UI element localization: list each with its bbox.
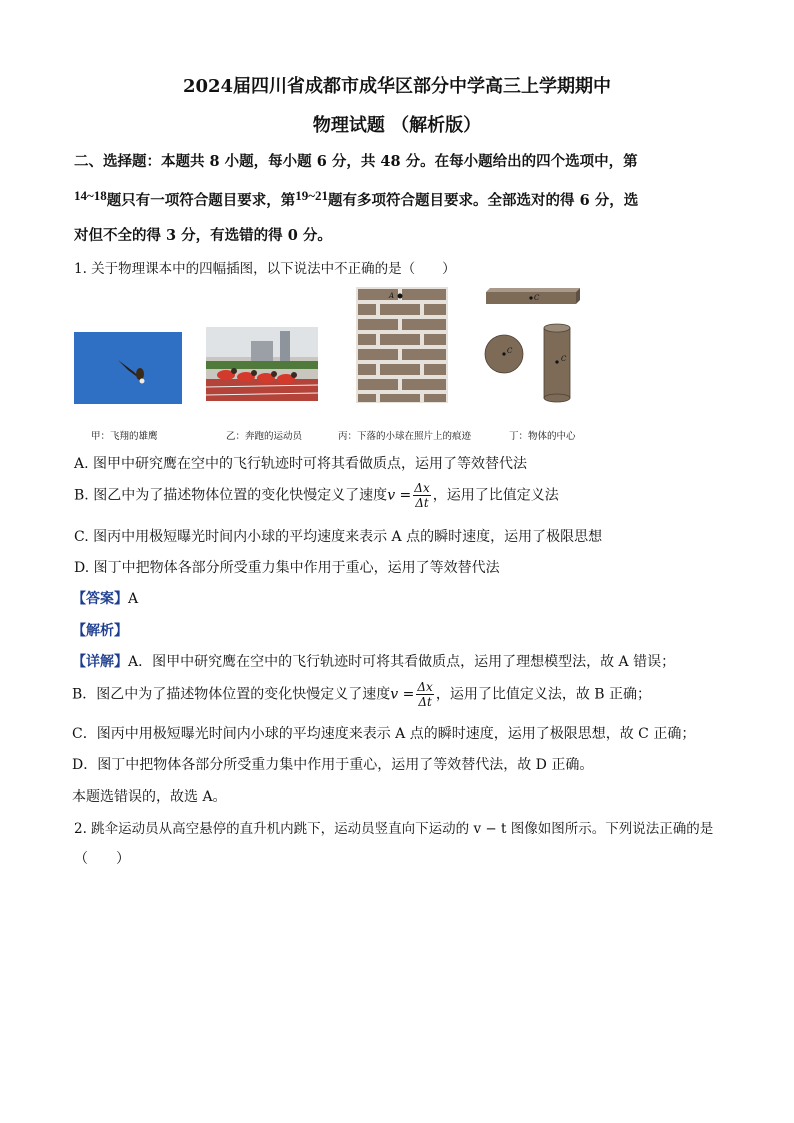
section-instruction-line1: 二、选择题：本题共 8 小题，每小题 6 分，共 48 分。在每小题给出的四个选项中，第 <box>74 153 638 170</box>
bar-top-face <box>486 288 580 292</box>
ball-trace-point <box>398 294 403 299</box>
answer-value: A <box>128 591 139 607</box>
question-2-brackets: （ ） <box>74 851 130 867</box>
detail-c: C．图丙中用极短曝光时间内小球的平均速度来表示 A 点的瞬时速度，运用了极限思想，故 C 正确； <box>72 726 696 742</box>
caption-runners: 乙：奔跑的运动员 <box>226 431 303 442</box>
option-b-suffix: ，运用了比值定义法 <box>432 487 559 504</box>
question-1-stem: 1. 关于物理课本中的四幅插图，以下说法中不正确的是（ ） <box>74 261 456 277</box>
trees <box>206 361 318 369</box>
bar-center-dot <box>529 296 532 299</box>
detail-tag: 【详解】 <box>72 654 128 670</box>
analysis-tag: 【解析】 <box>72 623 128 639</box>
figure-eagle-image <box>74 332 182 404</box>
document-subtitle: 物理试题 （解析版） <box>312 115 482 136</box>
detail-a: A．图甲中研究鹰在空中的飞行轨迹时可将其看做质点，运用了理想模型法，故 A 错误； <box>128 654 676 670</box>
range-tilde: ~ <box>87 188 94 203</box>
caption-center: 丁：物体的中心 <box>509 431 576 442</box>
disc-center-dot <box>502 352 505 355</box>
instruction-text: 题只有一项符合题目要求，第 <box>106 192 296 209</box>
caption-brick-wall: 丙：下落的小球在照片上的痕迹 <box>338 431 472 442</box>
tower <box>280 331 290 361</box>
range-tilde-2: ~ <box>308 188 316 203</box>
point-a-label: A <box>389 292 395 300</box>
instruction-text-2: 题有多项符合题目要求。全部选对的得 6 分，选 <box>328 192 639 209</box>
disc-center-label: C <box>507 347 513 355</box>
fraction-numerator: Δx <box>414 481 430 495</box>
eagle-body <box>136 368 144 380</box>
answer-tag: 【答案】 <box>72 591 128 607</box>
velocity-fraction-2 <box>416 680 433 709</box>
option-b-text: B. 图乙中为了描述物体位置的变化快慢定义了速度 <box>74 487 388 504</box>
caption-eagle: 甲：飞翔的雄鹰 <box>91 431 158 442</box>
cylinder-center-label: C <box>561 355 567 363</box>
answer-line <box>72 588 138 608</box>
detail-b-suffix: ，运用了比值定义法，故 B 正确； <box>435 686 652 703</box>
question-2-stem: 2. 跳伞运动员从高空悬停的直升机内跳下，运动员竖直向下运动的 v − t 图像如图所示。下列说法正确的是 <box>74 821 714 837</box>
bar-center-label: C <box>534 294 540 302</box>
option-b <box>74 481 559 510</box>
detail-b-text: B．图乙中为了描述物体位置的变化快慢定义了速度 <box>72 686 391 703</box>
question-range-end: 18 <box>93 188 107 203</box>
cylinder-center-dot <box>555 360 558 363</box>
eagle-head <box>140 379 145 384</box>
detail-a-line <box>72 651 675 671</box>
option-c: C. 图丙中用极短曝光时间内小球的平均速度来表示 A 点的瞬时速度，运用了极限思想 <box>74 529 603 545</box>
cylinder-bottom <box>544 394 570 402</box>
option-a: A. 图甲中研究鹰在空中的飞行轨迹时可将其看做质点，运用了等效替代法 <box>74 456 528 472</box>
conclusion: 本题选错误的，故选 A。 <box>72 789 227 805</box>
cylinder-top <box>544 324 570 332</box>
figure-center-of-objects-image <box>482 286 582 404</box>
section-instruction-line2 <box>74 189 638 210</box>
section-instruction-line3: 对但不全的得 3 分，有选错的得 0 分。 <box>74 227 332 244</box>
building <box>251 341 273 361</box>
question-range-start: 14 <box>74 188 87 203</box>
velocity-fraction <box>413 481 430 510</box>
fraction-numerator-2: Δx <box>417 680 433 694</box>
velocity-symbol-2: v = <box>390 686 415 703</box>
question-range-end-2: 21 <box>315 188 329 203</box>
question-range-start-2: 19 <box>295 188 309 203</box>
fraction-denominator: Δt <box>415 496 429 510</box>
detail-b-line <box>72 680 651 709</box>
figure-runners-image <box>206 327 318 401</box>
detail-d: D．图丁中把物体各部分所受重力集中作用于重心，运用了等效替代法，故 D 正确。 <box>72 757 594 773</box>
option-d: D. 图丁中把物体各部分所受重力集中作用于重心，运用了等效替代法 <box>74 560 500 576</box>
velocity-symbol: v = <box>387 487 412 504</box>
fraction-denominator-2: Δt <box>418 695 432 709</box>
document-title: 2024届四川省成都市成华区部分中学高三上学期期中 <box>182 76 612 97</box>
figure-brick-wall-image <box>356 287 448 403</box>
